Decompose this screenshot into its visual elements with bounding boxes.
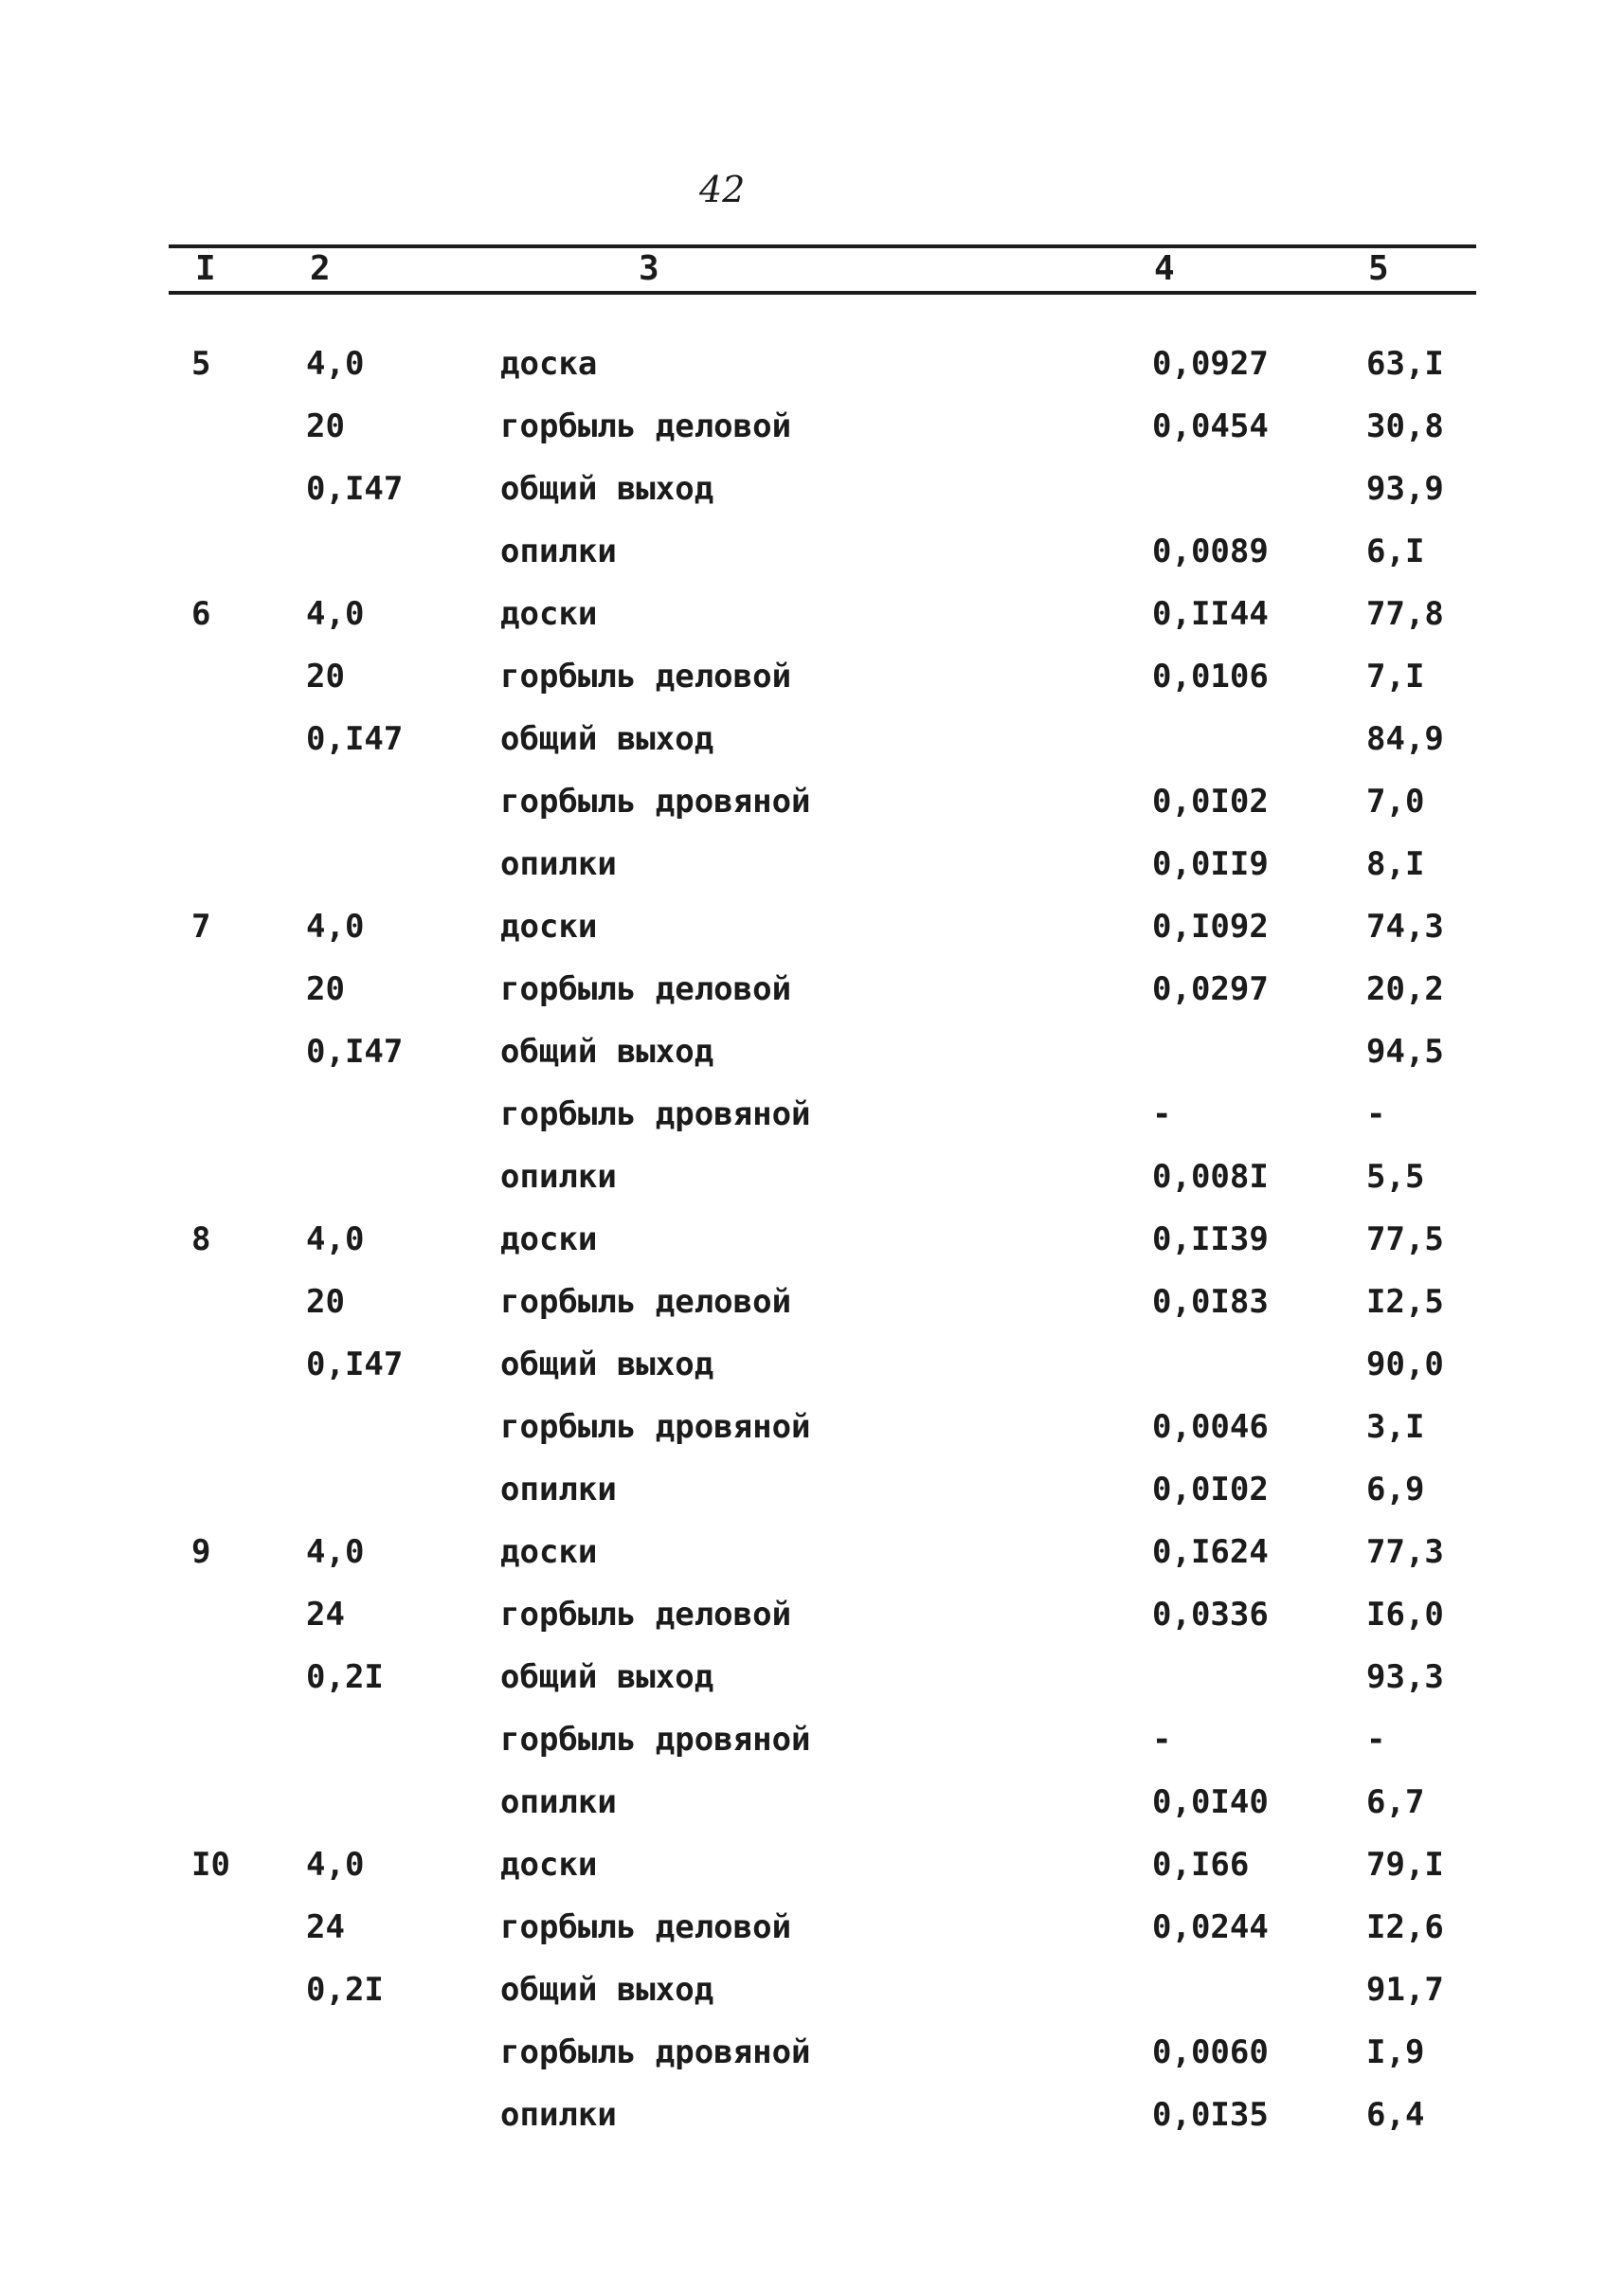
cell-percent: I6,0 [1366, 1596, 1444, 1634]
cell-product: опилки [500, 1158, 617, 1196]
cell-product: горбыль дровяной [500, 2033, 811, 2071]
cell-percent: 90,0 [1366, 1346, 1444, 1383]
table-row [0, 1152, 1624, 1215]
cell-parameter: 0,2I [306, 1971, 384, 2009]
cell-product: доски [500, 1533, 598, 1571]
cell-case-number: 5 [191, 345, 211, 383]
table-row [0, 1340, 1624, 1402]
cell-percent: 8,I [1366, 845, 1425, 883]
cell-parameter: 20 [306, 407, 345, 445]
table-row [0, 714, 1624, 777]
table-header-rule [169, 291, 1476, 295]
cell-product: горбыль деловой [500, 1596, 792, 1634]
cell-percent: 5,5 [1366, 1158, 1425, 1196]
table-row [0, 464, 1624, 527]
cell-percent: 6,I [1366, 533, 1425, 570]
cell-product: доски [500, 908, 598, 946]
cell-case-number: 6 [191, 595, 211, 633]
cell-case-number: I0 [191, 1846, 230, 1884]
cell-parameter: 4,0 [306, 1220, 365, 1258]
table-body [0, 339, 1624, 2153]
table-row [0, 1527, 1624, 1590]
cell-volume: 0,0060 [1152, 2033, 1269, 2071]
cell-parameter: 0,I47 [306, 1033, 404, 1071]
cell-case-number: 7 [191, 908, 211, 946]
cell-percent: I2,6 [1366, 1908, 1444, 1946]
cell-percent: 93,9 [1366, 470, 1444, 508]
cell-product: общий выход [500, 720, 714, 758]
cell-product: общий выход [500, 1658, 714, 1696]
table-row [0, 589, 1624, 652]
cell-case-number: 8 [191, 1220, 211, 1258]
cell-percent: 6,4 [1366, 2096, 1425, 2134]
cell-parameter: 4,0 [306, 595, 365, 633]
table-row [0, 2090, 1624, 2153]
table-row [0, 1090, 1624, 1152]
table-row [0, 840, 1624, 902]
table-header [0, 248, 1624, 290]
table-row [0, 527, 1624, 589]
cell-percent: 7,0 [1366, 783, 1425, 821]
cell-percent: 20,2 [1366, 970, 1444, 1008]
table-row [0, 902, 1624, 965]
table-row [0, 1778, 1624, 1840]
cell-percent: 91,7 [1366, 1971, 1444, 2009]
cell-parameter: 4,0 [306, 1533, 365, 1571]
cell-product: горбыль дровяной [500, 1095, 811, 1133]
cell-parameter: 0,2I [306, 1658, 384, 1696]
cell-volume: 0,0927 [1152, 345, 1269, 383]
cell-product: горбыль деловой [500, 658, 792, 695]
cell-percent: - [1366, 1721, 1386, 1759]
column-header-1: I [195, 249, 216, 288]
table-row [0, 402, 1624, 464]
cell-parameter: 24 [306, 1596, 345, 1634]
cell-parameter: 4,0 [306, 908, 365, 946]
cell-volume: 0,0I02 [1152, 783, 1269, 821]
table-row [0, 1402, 1624, 1465]
cell-percent: 74,3 [1366, 908, 1444, 946]
table-row [0, 1027, 1624, 1090]
cell-product: горбыль деловой [500, 1908, 792, 1946]
table-row [0, 1465, 1624, 1527]
cell-volume: 0,0I40 [1152, 1783, 1269, 1821]
cell-product: горбыль деловой [500, 407, 792, 445]
cell-percent: - [1366, 1095, 1386, 1133]
cell-volume: 0,II44 [1152, 595, 1269, 633]
table-row [0, 965, 1624, 1027]
cell-product: горбыль дровяной [500, 783, 811, 821]
cell-product: опилки [500, 1471, 617, 1508]
cell-volume: 0,0I83 [1152, 1283, 1269, 1321]
cell-volume: - [1152, 1721, 1172, 1759]
cell-volume: 0,0297 [1152, 970, 1269, 1008]
cell-volume: - [1152, 1095, 1172, 1133]
cell-percent: 6,9 [1366, 1471, 1425, 1508]
table-row [0, 339, 1624, 402]
cell-volume: 0,II39 [1152, 1220, 1269, 1258]
cell-parameter: 4,0 [306, 345, 365, 383]
cell-product: общий выход [500, 1033, 714, 1071]
cell-product: опилки [500, 845, 617, 883]
cell-volume: 0,0II9 [1152, 845, 1269, 883]
cell-case-number: 9 [191, 1533, 211, 1571]
cell-product: общий выход [500, 1971, 714, 2009]
table-row [0, 1590, 1624, 1653]
cell-product: доска [500, 345, 598, 383]
table-row [0, 1903, 1624, 1965]
cell-percent: 94,5 [1366, 1033, 1444, 1071]
cell-volume: 0,0046 [1152, 1408, 1269, 1446]
cell-product: опилки [500, 2096, 617, 2134]
cell-volume: 0,0244 [1152, 1908, 1269, 1946]
cell-volume: 0,008I [1152, 1158, 1269, 1196]
table-row [0, 1653, 1624, 1715]
cell-volume: 0,0I35 [1152, 2096, 1269, 2134]
column-header-3: 3 [639, 249, 659, 288]
cell-parameter: 0,I47 [306, 720, 404, 758]
table-row [0, 1715, 1624, 1778]
column-header-5: 5 [1368, 249, 1389, 288]
cell-parameter: 20 [306, 1283, 345, 1321]
cell-volume: 0,0454 [1152, 407, 1269, 445]
cell-percent: 93,3 [1366, 1658, 1444, 1696]
cell-volume: 0,0336 [1152, 1596, 1269, 1634]
cell-percent: I2,5 [1366, 1283, 1444, 1321]
table-row [0, 777, 1624, 840]
cell-parameter: 24 [306, 1908, 345, 1946]
cell-percent: 84,9 [1366, 720, 1444, 758]
table-row [0, 1215, 1624, 1277]
cell-product: горбыль деловой [500, 970, 792, 1008]
cell-percent: 77,5 [1366, 1220, 1444, 1258]
column-header-2: 2 [310, 249, 331, 288]
cell-percent: 3,I [1366, 1408, 1425, 1446]
table-row [0, 1840, 1624, 1903]
cell-parameter: 0,I47 [306, 1346, 404, 1383]
cell-percent: 7,I [1366, 658, 1425, 695]
cell-product: общий выход [500, 1346, 714, 1383]
cell-product: горбыль дровяной [500, 1721, 811, 1759]
cell-product: доски [500, 1846, 598, 1884]
table-row [0, 1277, 1624, 1340]
cell-percent: 30,8 [1366, 407, 1444, 445]
cell-percent: 79,I [1366, 1846, 1444, 1884]
cell-volume: 0,I092 [1152, 908, 1269, 946]
cell-parameter: 0,I47 [306, 470, 404, 508]
table-row [0, 2028, 1624, 2090]
cell-volume: 0,0106 [1152, 658, 1269, 695]
cell-parameter: 20 [306, 970, 345, 1008]
cell-percent: 63,I [1366, 345, 1444, 383]
cell-product: горбыль деловой [500, 1283, 792, 1321]
cell-product: доски [500, 595, 598, 633]
cell-parameter: 4,0 [306, 1846, 365, 1884]
cell-percent: 77,3 [1366, 1533, 1444, 1571]
cell-product: опилки [500, 533, 617, 570]
cell-percent: 77,8 [1366, 595, 1444, 633]
cell-parameter: 20 [306, 658, 345, 695]
cell-percent: 6,7 [1366, 1783, 1425, 1821]
cell-volume: 0,0089 [1152, 533, 1269, 570]
cell-product: опилки [500, 1783, 617, 1821]
cell-product: общий выход [500, 470, 714, 508]
table-row [0, 652, 1624, 714]
cell-volume: 0,I624 [1152, 1533, 1269, 1571]
page-number: 42 [699, 169, 746, 210]
column-header-4: 4 [1154, 249, 1175, 288]
cell-volume: 0,0I02 [1152, 1471, 1269, 1508]
cell-product: горбыль дровяной [500, 1408, 811, 1446]
table-row [0, 1965, 1624, 2028]
cell-product: доски [500, 1220, 598, 1258]
cell-volume: 0,I66 [1152, 1846, 1250, 1884]
cell-percent: I,9 [1366, 2033, 1425, 2071]
